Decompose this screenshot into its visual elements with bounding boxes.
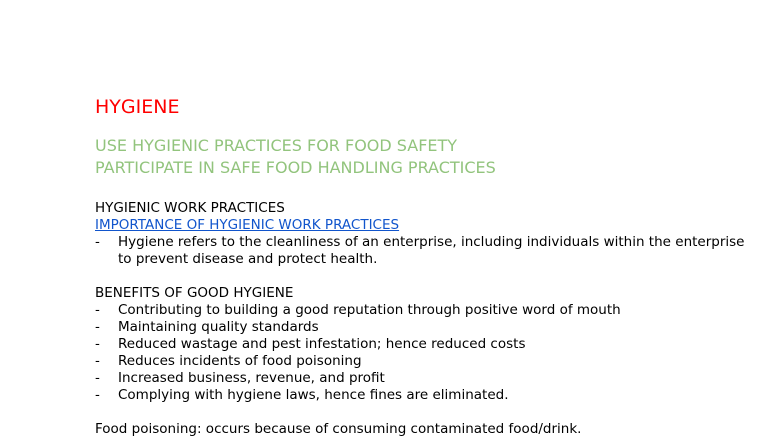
subtitle-safe-handling: PARTICIPATE IN SAFE FOOD HANDLING PRACTICES xyxy=(95,158,496,177)
hygiene-definition-list xyxy=(95,234,755,268)
dash-marker: - xyxy=(95,319,100,335)
dash-marker: - xyxy=(95,370,100,386)
dash-marker: - xyxy=(95,336,100,352)
document-page xyxy=(95,96,755,438)
spacer xyxy=(95,404,755,421)
list-item-text: Maintaining quality standards xyxy=(118,319,319,335)
section-heading-hygienic-work-practices: HYGIENIC WORK PRACTICES xyxy=(95,200,285,216)
dash-marker: - xyxy=(95,302,100,318)
list-item-text: Contributing to building a good reputation through positive word of mouth xyxy=(118,302,621,318)
link-importance-of-hygienic-work-practices[interactable]: IMPORTANCE OF HYGIENIC WORK PRACTICES xyxy=(95,217,400,233)
list-item xyxy=(95,336,755,353)
food-poisoning-definition: Food poisoning: occurs because of consuming contaminated food/drink. xyxy=(95,421,582,437)
list-item xyxy=(95,387,755,404)
list-item xyxy=(95,353,755,370)
list-item-text: Hygiene refers to the cleanliness of an enterprise, including individuals within the enterprise to prevent disease and protect health. xyxy=(118,234,745,267)
list-item xyxy=(95,302,755,319)
dash-marker: - xyxy=(95,234,100,250)
list-item xyxy=(95,370,755,387)
benefits-list xyxy=(95,302,755,404)
list-item-text: Reduces incidents of food poisoning xyxy=(118,353,362,369)
list-item-text: Reduced wastage and pest infestation; hence reduced costs xyxy=(118,336,526,352)
list-item xyxy=(95,234,755,268)
list-item xyxy=(95,319,755,336)
dash-marker: - xyxy=(95,387,100,403)
dash-marker: - xyxy=(95,353,100,369)
section-heading-benefits: BENEFITS OF GOOD HYGIENE xyxy=(95,285,294,301)
subtitle-block xyxy=(95,135,755,179)
document-title: HYGIENE xyxy=(95,96,180,118)
list-item-text: Complying with hygiene laws, hence fines are eliminated. xyxy=(118,387,509,403)
list-item-text: Increased business, revenue, and profit xyxy=(118,370,385,386)
spacer xyxy=(95,268,755,285)
subtitle-food-safety: USE HYGIENIC PRACTICES FOR FOOD SAFETY xyxy=(95,136,458,155)
